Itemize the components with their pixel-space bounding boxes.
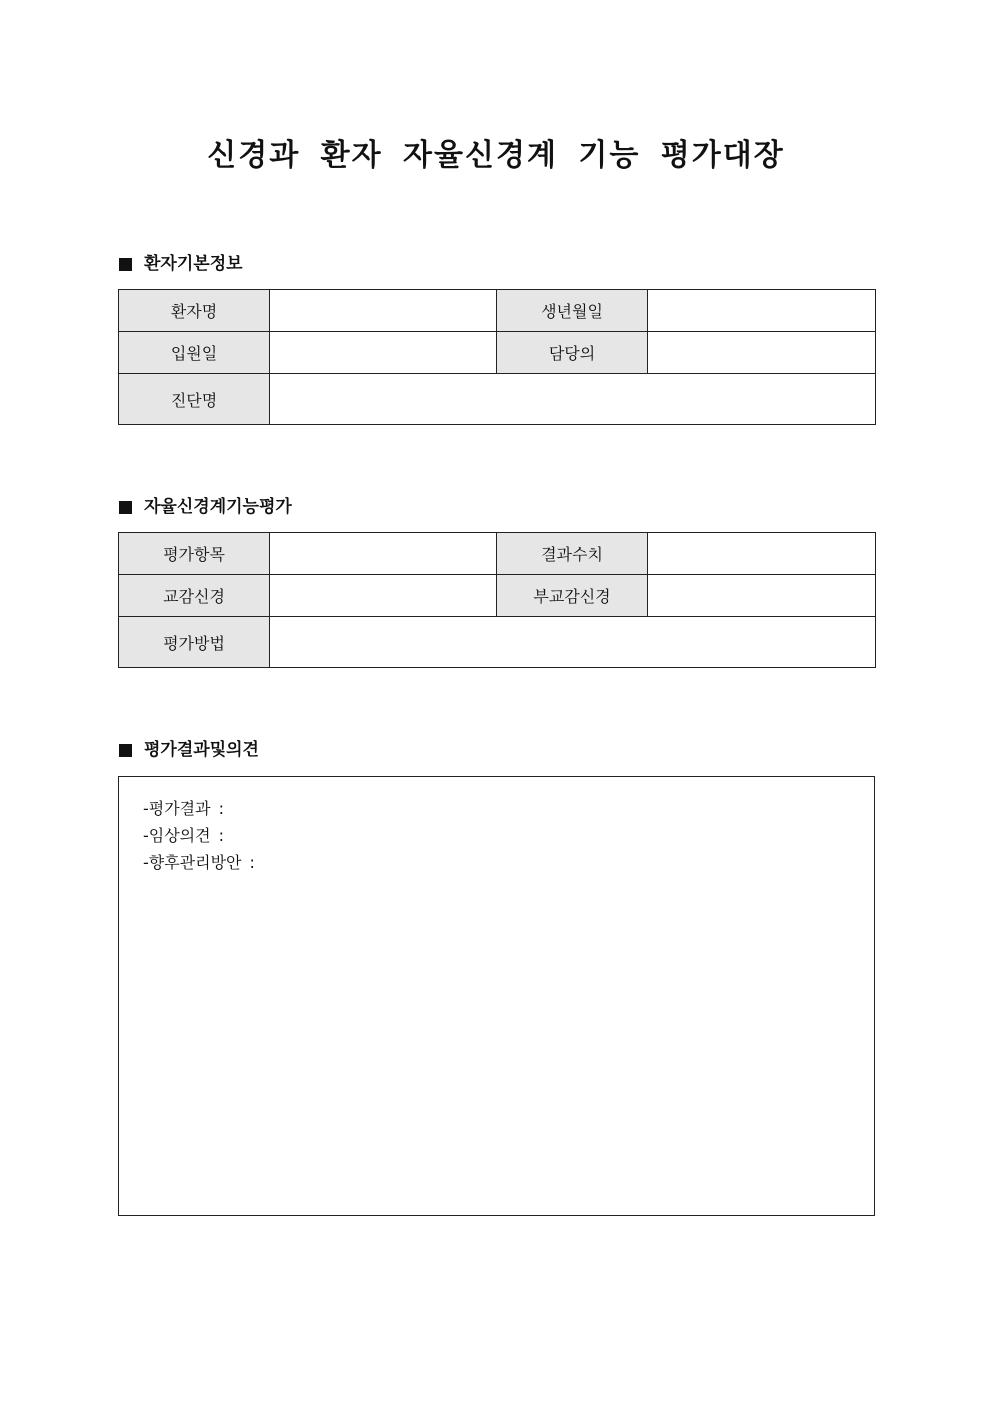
table-row [119,617,876,668]
table-row [119,575,876,617]
opinion-line-label: -향후관리방안 [143,853,242,872]
section-heading-autonomic-eval [119,495,292,519]
patient-name-field[interactable] [270,290,497,332]
document-title: 신경과 환자 자율신경계 기능 평가대장 [207,138,785,173]
birth-date-label: 생년월일 [497,290,648,332]
eval-method-label: 평가방법 [119,617,270,668]
section-heading-label: 환자기본정보 [144,254,243,274]
birth-date-field[interactable] [648,290,876,332]
square-bullet-icon [119,258,132,271]
table-row [119,290,876,332]
parasympathetic-field[interactable] [648,575,876,617]
table-row [119,332,876,374]
parasympathetic-label: 부교감신경 [497,575,648,617]
result-value-label: 결과수치 [497,533,648,575]
patient-info-table [118,289,876,425]
table-row [119,533,876,575]
section-heading-label: 평가결과및의견 [144,740,259,760]
opinion-line-future-plan [143,849,255,876]
opinion-line-label: -평가결과 [143,799,211,818]
result-value-field[interactable] [648,533,876,575]
square-bullet-icon [119,501,132,514]
sympathetic-field[interactable] [270,575,497,617]
admission-date-label: 입원일 [119,332,270,374]
admission-date-field[interactable] [270,332,497,374]
section-heading-results-opinion [119,738,259,762]
opinion-line-label: -임상의견 [143,826,211,845]
opinion-line-clinical-opinion [143,822,255,849]
sympathetic-label: 교감신경 [119,575,270,617]
opinion-line-colon: : [218,826,224,845]
section-heading-patient-info [119,252,243,276]
autonomic-eval-table [118,532,876,668]
results-opinion-box[interactable] [118,776,875,1216]
section-heading-label: 자율신경계기능평가 [144,497,292,517]
square-bullet-icon [119,744,132,757]
eval-method-field[interactable] [270,617,876,668]
eval-item-label: 평가항목 [119,533,270,575]
doctor-field[interactable] [648,332,876,374]
opinion-line-colon: : [249,853,255,872]
diagnosis-field[interactable] [270,374,876,425]
patient-name-label: 환자명 [119,290,270,332]
opinion-lines [143,795,255,876]
eval-item-field[interactable] [270,533,497,575]
diagnosis-label: 진단명 [119,374,270,425]
opinion-line-colon: : [218,799,224,818]
table-row [119,374,876,425]
doctor-label: 담당의 [497,332,648,374]
opinion-line-eval-result [143,795,255,822]
